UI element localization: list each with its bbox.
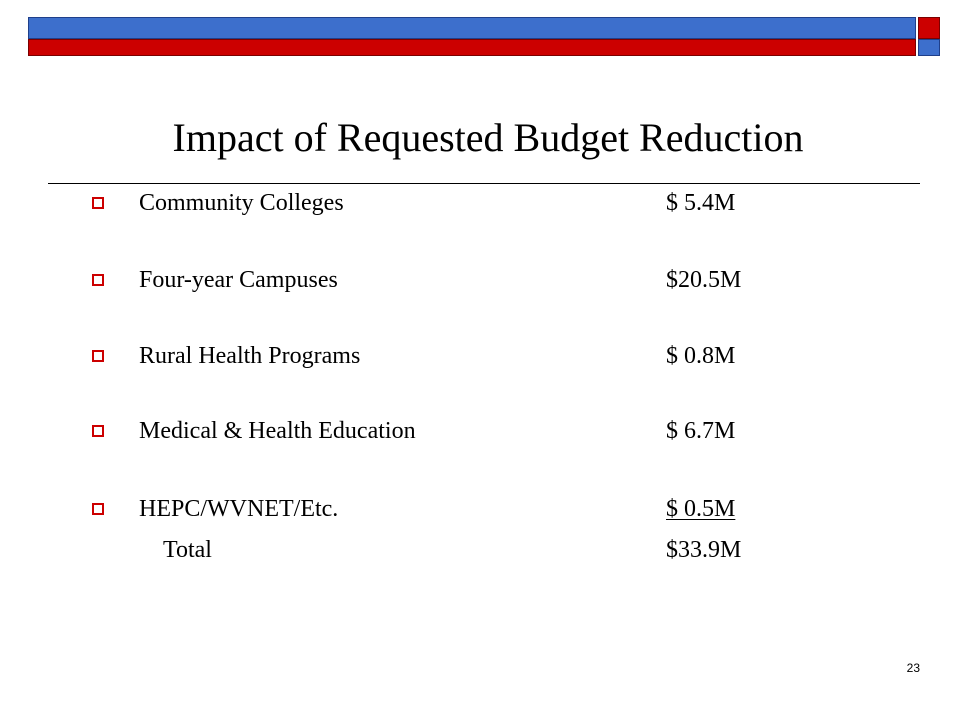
list-item-four-year-campuses xyxy=(92,263,852,297)
list-item-hepc-wvnet xyxy=(92,492,852,526)
slide-number: 23 xyxy=(906,661,920,675)
header-square-red xyxy=(918,17,940,39)
header-square-blue xyxy=(918,39,940,56)
item-amount: $ 0.5M xyxy=(666,496,736,522)
title-divider xyxy=(48,183,920,184)
hollow-square-bullet-icon xyxy=(92,425,104,437)
list-item-rural-health-programs xyxy=(92,339,852,373)
hollow-square-bullet-icon xyxy=(92,503,104,515)
item-label: Community Colleges xyxy=(139,190,344,216)
header-bar-red xyxy=(28,39,916,56)
hollow-square-bullet-icon xyxy=(92,350,104,362)
hollow-square-bullet-icon xyxy=(92,197,104,209)
hollow-square-bullet-icon xyxy=(92,274,104,286)
item-amount: $ 6.7M xyxy=(666,418,736,444)
item-label: Rural Health Programs xyxy=(139,343,361,369)
item-amount: $20.5M xyxy=(666,267,742,293)
item-amount: $ 0.8M xyxy=(666,343,736,369)
slide-title: Impact of Requested Budget Reduction xyxy=(172,115,804,160)
item-amount: $ 5.4M xyxy=(666,190,736,216)
header-bar-blue xyxy=(28,17,916,39)
total-label: Total xyxy=(163,537,212,563)
item-label: HEPC/WVNET/Etc. xyxy=(139,496,339,522)
item-label: Medical & Health Education xyxy=(139,418,416,444)
item-label: Four-year Campuses xyxy=(139,267,338,293)
list-item-medical-health-education xyxy=(92,414,852,448)
total-amount: $33.9M xyxy=(666,537,742,563)
list-item-community-colleges xyxy=(92,186,852,220)
total-row xyxy=(92,533,852,567)
